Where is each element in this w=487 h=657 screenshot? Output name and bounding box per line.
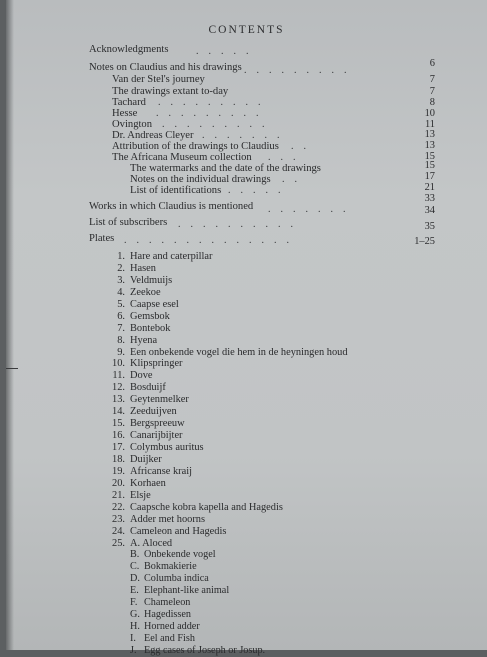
plate-sub-letter: B.	[130, 549, 140, 561]
plate-number: 25.	[112, 537, 125, 549]
plate-sub-letter: E.	[130, 585, 139, 597]
toc-page-number: 15	[424, 151, 435, 162]
plate-number: 1.	[117, 251, 125, 262]
toc-entry-ovington: Ovington	[112, 119, 153, 130]
plate-sub-title: Eel and Fish	[144, 633, 195, 644]
toc-entry-notes: Notes on Claudius and his drawings	[89, 62, 242, 73]
plate-sub-title: Egg cases of Joseph or Josup.	[144, 644, 266, 656]
plate-sub-letter: I.	[130, 633, 136, 644]
plate-title: A. Aloced	[130, 537, 173, 549]
list-item	[101, 406, 421, 418]
plate-sub-letter: H.	[130, 621, 140, 633]
plate-number: 15.	[112, 418, 125, 430]
page-mark	[6, 368, 18, 369]
plate-sub-title: Columba indica	[144, 573, 209, 585]
list-item	[101, 251, 421, 263]
plate-title: Hasen	[130, 262, 156, 274]
toc-page-number: 13	[424, 140, 435, 151]
toc-page-number: 15	[424, 160, 435, 171]
plate-number: 22.	[112, 501, 125, 513]
toc-page-number: 7	[429, 74, 435, 85]
plate-number: 14.	[112, 406, 125, 418]
plate-number: 13.	[112, 394, 125, 406]
plate-sub-letter: C.	[130, 561, 140, 573]
list-item	[101, 394, 421, 406]
toc-entry-plates: Plates	[89, 233, 115, 244]
plate-number: 19.	[112, 465, 125, 477]
list-item	[101, 549, 421, 561]
plate-title: Elsje	[130, 489, 151, 501]
list-item	[101, 561, 421, 573]
plate-title: Klipspringer	[130, 358, 183, 370]
plate-number: 24.	[112, 525, 125, 537]
list-item	[101, 490, 421, 502]
toc-page-number: 6	[429, 58, 435, 69]
plate-title: Gemsbok	[130, 310, 170, 322]
toc-entry-africana-museum: The Africana Museum collection	[112, 152, 252, 163]
plate-sub-letter: D.	[130, 573, 140, 585]
toc-leader: .........	[162, 119, 275, 130]
toc-entry-identifications: List of identifications	[130, 185, 222, 196]
plate-title: Caapsche kobra kapella and Hagedis	[130, 501, 283, 513]
list-item	[101, 382, 421, 394]
toc-page-number: 17	[424, 171, 435, 182]
plate-sub-title: Horned adder	[144, 621, 200, 633]
plate-number: 6.	[117, 310, 125, 322]
list-item	[101, 370, 421, 382]
plate-sub-title: Hagedissen	[144, 609, 191, 621]
plate-number: 17.	[112, 442, 125, 453]
toc-leader: .......	[202, 130, 290, 141]
plate-title: Dove	[130, 370, 153, 382]
list-item	[101, 645, 421, 657]
list-item	[101, 502, 421, 514]
plate-title: Hyena	[130, 334, 158, 346]
toc-entry-van-der-stel: Van der Stel's journey	[112, 74, 205, 85]
toc-leader: ..........	[178, 219, 303, 230]
toc-leader: ..	[282, 174, 307, 185]
plate-sub-title: Onbekende vogel	[144, 549, 216, 561]
plate-title: Duijker	[130, 453, 162, 465]
plate-title: Africanse kraij	[130, 465, 193, 477]
toc-page-number: 21	[424, 182, 435, 193]
plate-title: Zeeduijven	[130, 406, 177, 418]
contents-heading: CONTENTS	[208, 24, 285, 36]
toc-leader: ...	[268, 152, 306, 163]
toc-page-number: 8	[429, 97, 435, 108]
toc-page-number: 11	[424, 119, 435, 130]
list-item	[101, 323, 421, 335]
list-item	[101, 263, 421, 275]
toc-entry-acknowledgments: Acknowledgments	[89, 44, 169, 55]
toc-entry-attribution: Attribution of the drawings to Claudius	[112, 141, 279, 152]
toc-entry-watermarks: The watermarks and the date of the drawings	[130, 163, 321, 174]
plate-title: Cameleon and Hagedis	[130, 525, 227, 537]
plate-number: 23.	[112, 513, 125, 525]
plate-title: Hare and caterpillar	[130, 251, 213, 262]
plate-number: 16.	[112, 430, 125, 442]
plate-title: Colymbus auritus	[130, 442, 204, 453]
toc-leader: .....	[228, 185, 291, 196]
toc-leader: .....	[196, 46, 259, 57]
plate-list	[101, 251, 421, 657]
plate-sub-title: Elephant-like animal	[144, 585, 230, 597]
list-item	[101, 299, 421, 311]
plate-title: Geytenmelker	[130, 394, 189, 406]
page-edge-shadow	[6, 0, 14, 650]
toc-entry-drawings-extant: The drawings extant to-day	[112, 86, 229, 97]
plate-sub-title: Bokmakierie	[144, 561, 197, 573]
toc-leader: .........	[158, 97, 271, 108]
plate-sub-letter: J.	[130, 644, 137, 656]
plate-sub-letter: F.	[130, 597, 138, 609]
list-item	[101, 454, 421, 466]
list-item	[101, 585, 421, 597]
list-item	[101, 287, 421, 299]
list-item	[101, 466, 421, 478]
plate-number: 21.	[112, 489, 125, 501]
toc-leader: .........	[156, 108, 269, 119]
toc-page-number: 35	[424, 221, 435, 232]
plate-title: Caapse esel	[130, 298, 179, 310]
toc-page-number: 33	[424, 193, 435, 204]
toc-entry-tachard: Tachard	[112, 97, 146, 108]
plate-title: Adder met hoorns	[130, 513, 206, 525]
book-page	[6, 0, 487, 656]
plate-number: 3.	[117, 274, 125, 286]
list-item	[101, 358, 421, 370]
plate-number: 12.	[112, 382, 125, 394]
list-item	[101, 418, 421, 430]
list-item	[101, 573, 421, 585]
plate-number: 8.	[117, 334, 125, 346]
plate-number: 11.	[112, 370, 125, 382]
plate-number: 10.	[112, 358, 125, 370]
list-item	[101, 430, 421, 442]
plate-number: 7.	[117, 322, 125, 334]
plate-number: 5.	[117, 298, 125, 310]
plate-title: Bergspreeuw	[130, 418, 185, 430]
list-item	[101, 621, 421, 633]
toc-entry-subscribers: List of subscribers	[89, 217, 168, 228]
plate-title: Een onbekende vogel die hem in de heyningen houd	[130, 346, 348, 358]
list-item	[101, 275, 421, 287]
toc-leader: .........	[244, 65, 357, 76]
plate-title: Veldmuijs	[130, 274, 173, 286]
toc-page-number: 7	[429, 86, 435, 97]
toc-leader: ..............	[124, 235, 299, 246]
toc-leader: .......	[268, 204, 356, 215]
plate-number: 9.	[117, 346, 125, 358]
toc-entry-individual-drawings: Notes on the individual drawings	[130, 174, 271, 185]
list-item	[101, 538, 421, 550]
plate-title: Canarijbijter	[130, 430, 183, 442]
list-item	[101, 335, 421, 347]
toc-entry-works: Works in which Claudius is mentioned	[89, 201, 254, 212]
plate-number: 2.	[117, 262, 125, 274]
plate-number: 4.	[117, 286, 125, 298]
toc-page-number: 1–25	[414, 236, 435, 247]
list-item	[101, 526, 421, 538]
plate-title: Korhaen	[130, 477, 166, 489]
plate-title: Bontebok	[130, 322, 171, 334]
plate-number: 18.	[112, 453, 125, 465]
list-item	[101, 514, 421, 526]
toc-page-number: 13	[424, 129, 435, 140]
plate-title: Zeekoe	[130, 286, 161, 298]
toc-entry-cleyer: Dr. Andreas Cleyer	[112, 130, 194, 141]
plate-title: Bosduijf	[130, 382, 166, 394]
plate-sub-letter: G.	[130, 609, 140, 621]
list-item	[101, 311, 421, 323]
list-item	[101, 597, 421, 609]
plate-number: 20.	[112, 477, 125, 489]
toc-page-number: 10	[424, 108, 435, 119]
toc-leader: ..	[291, 141, 316, 152]
list-item	[101, 633, 421, 645]
list-item	[101, 609, 421, 621]
list-item	[101, 347, 421, 359]
toc-page-number: 34	[424, 205, 435, 216]
toc-entry-hesse: Hesse	[112, 108, 138, 119]
plate-sub-title: Chameleon	[144, 597, 191, 609]
list-item	[101, 442, 421, 454]
list-item	[101, 478, 421, 490]
